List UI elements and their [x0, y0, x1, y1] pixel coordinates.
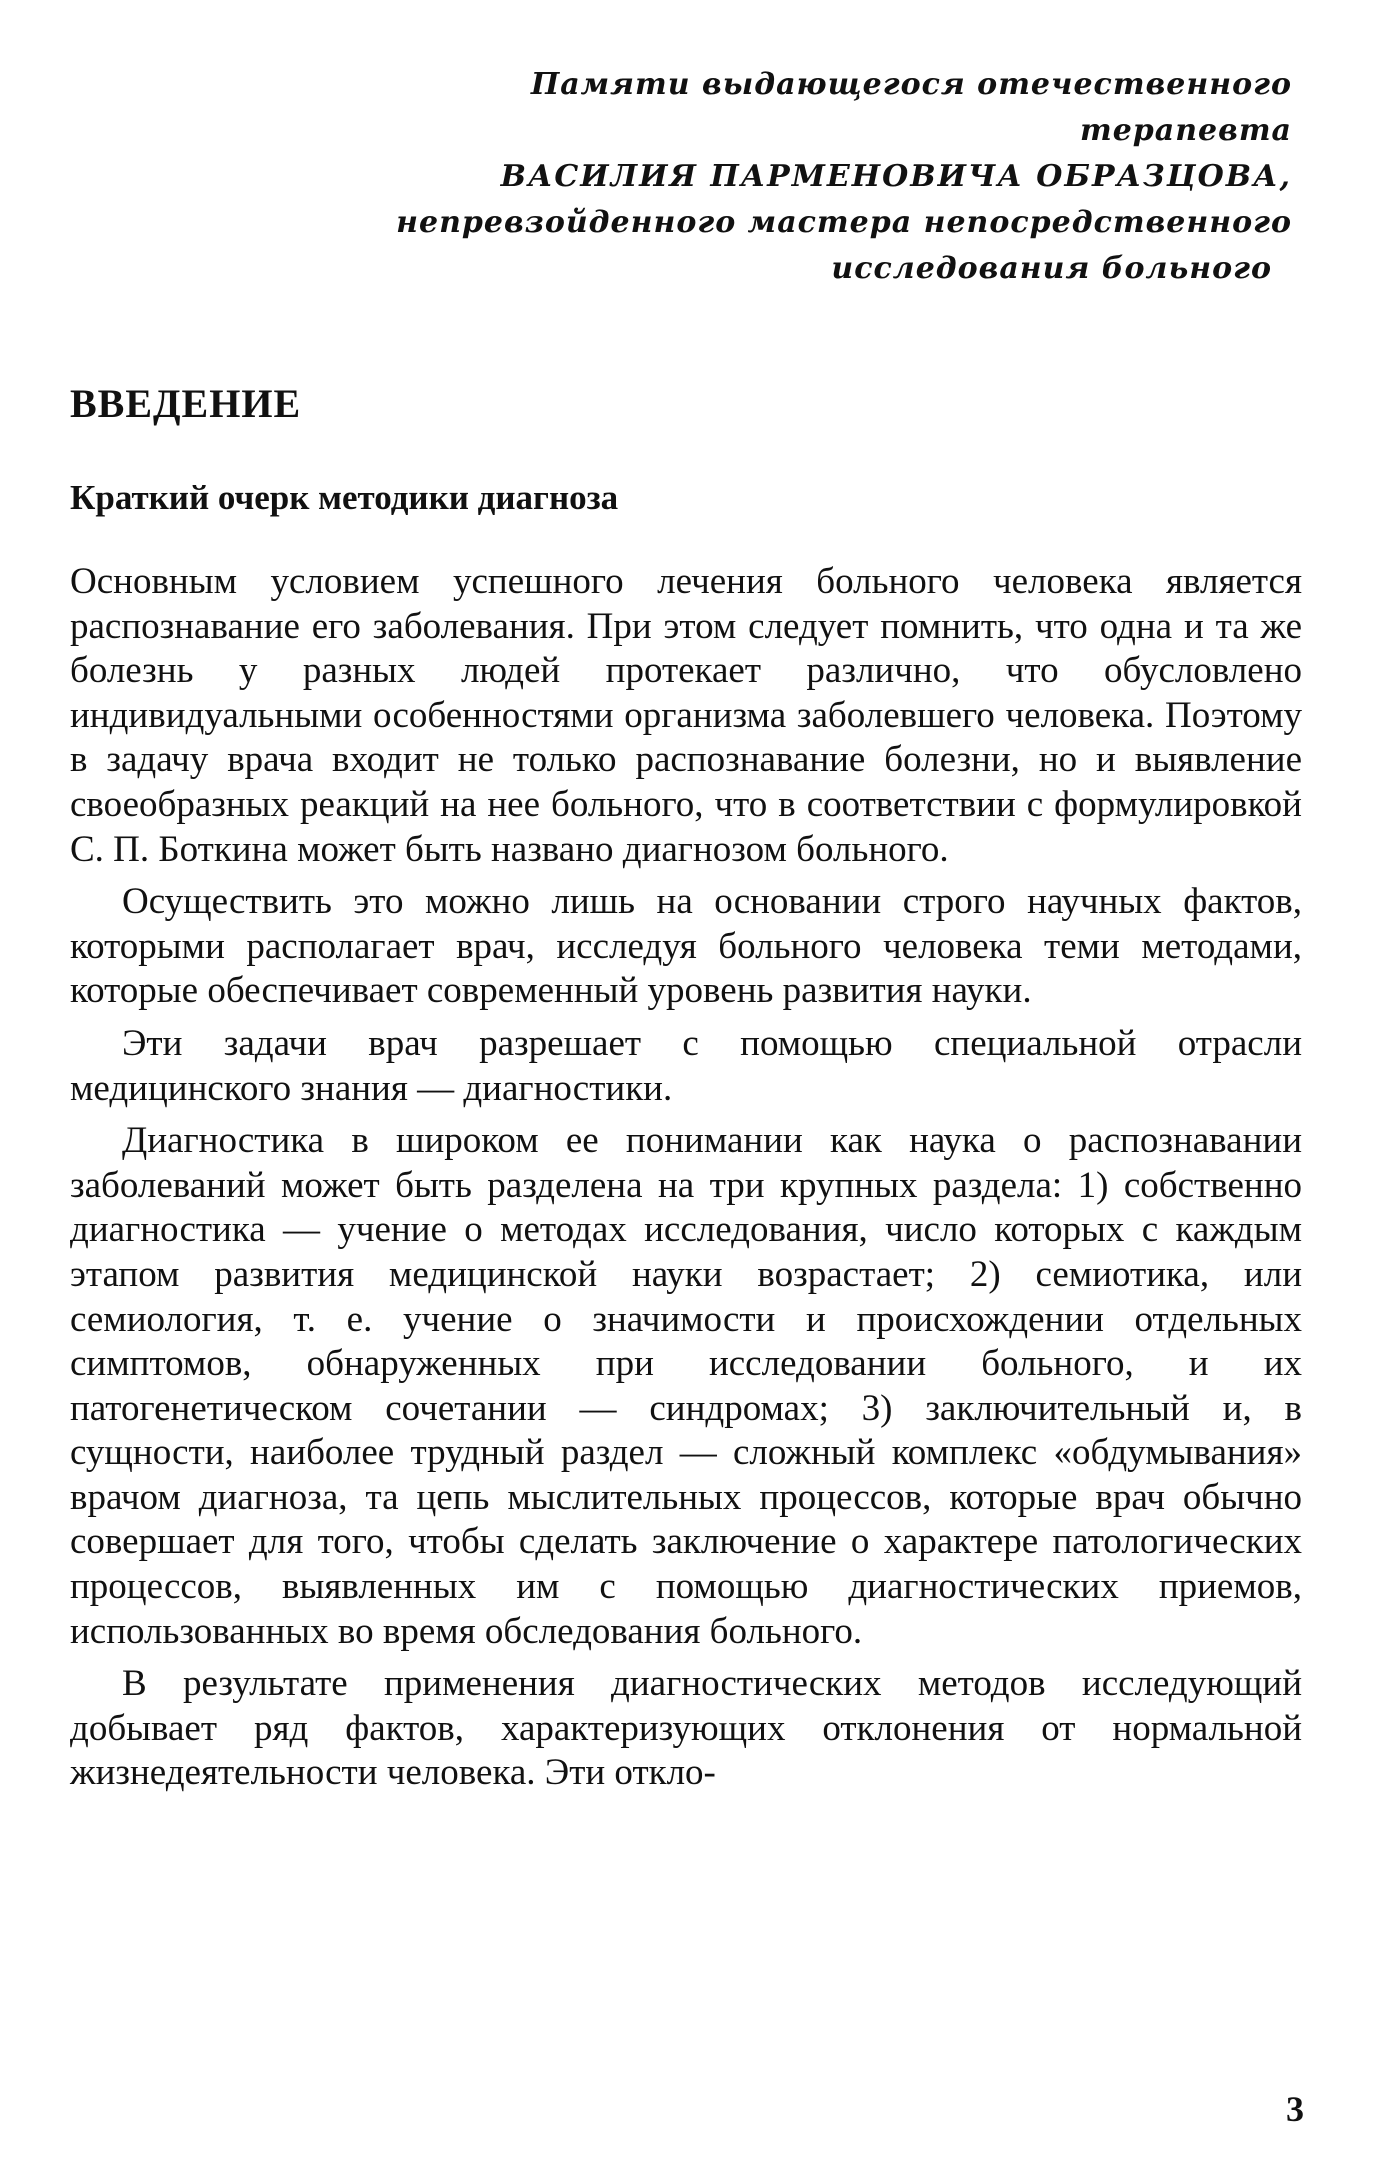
chapter-heading: ВВЕДЕНИЕ	[70, 381, 302, 426]
paragraph: Основным условием успешного лечения больного человека является распознавание его заболевания. При этом следует помнить, что одна и та же болезнь у разных людей протекает различно, что обусловлено индивидуальными особенностями организма заболевшего человека. Поэтому в задачу врача входит не только распознавание болезни, но и выявление своеобразных реакций на нее больного, что в соответствии с формулировкой С. П. Боткина может быть названо диагнозом больного.	[70, 561, 1302, 870]
paragraph: Эти задачи врач разрешает с помощью специальной отрасли медицинского знания — диагностики.	[70, 1022, 1302, 1109]
paragraph: В результате применения диагностических методов исследующий добывает ряд фактов, характеризующих отклонения от нормальной жизнедеятельности человека. Эти откло-	[70, 1663, 1302, 1794]
page-number: 3	[1286, 2089, 1304, 2129]
paragraph: Диагностика в широком ее понимании как наука о распознавании заболеваний может быть разделена на три крупных раздела: 1) собственно диагностика — учение о методах исследования, число которых с каждым этапом развития медицинской науки возрастает; 2) семиотика, или семиология, т. е. учение о значимости и происхождении отдельных симптомов, обнаруженных при исследовании больного, и их патогенетическом сочетании — синдромах; 3) заключительный и, в сущности, наиболее трудный раздел — сложный комплекс «обдумывания» врачом диагноза, та цепь мыслительных процессов, которые врач обычно совершает для того, чтобы сделать заключение о характере патологических процессов, выявленных им с помощью диагностических приемов, использованных во время обследования больного.	[70, 1120, 1302, 1652]
paragraph: Осуществить это можно лишь на основании строго научных фактов, которыми располагает врач, исследуя больного человека теми методами, которые обеспечивает современный уровень развития науки.	[70, 881, 1302, 1012]
dedication-line: Памяти выдающегося отечественного терапевта	[530, 67, 1292, 148]
body-text	[70, 560, 1302, 1804]
dedication-line: непревзойденного мастера непосредственного	[396, 205, 1292, 240]
section-subheading: Краткий очерк методики диагноза	[70, 478, 619, 517]
dedication	[392, 62, 1292, 292]
dedication-name: ВАСИЛИЯ ПАРМЕНОВИЧА ОБРАЗЦОВА,	[500, 159, 1292, 194]
dedication-line: исследования больного	[831, 251, 1272, 286]
